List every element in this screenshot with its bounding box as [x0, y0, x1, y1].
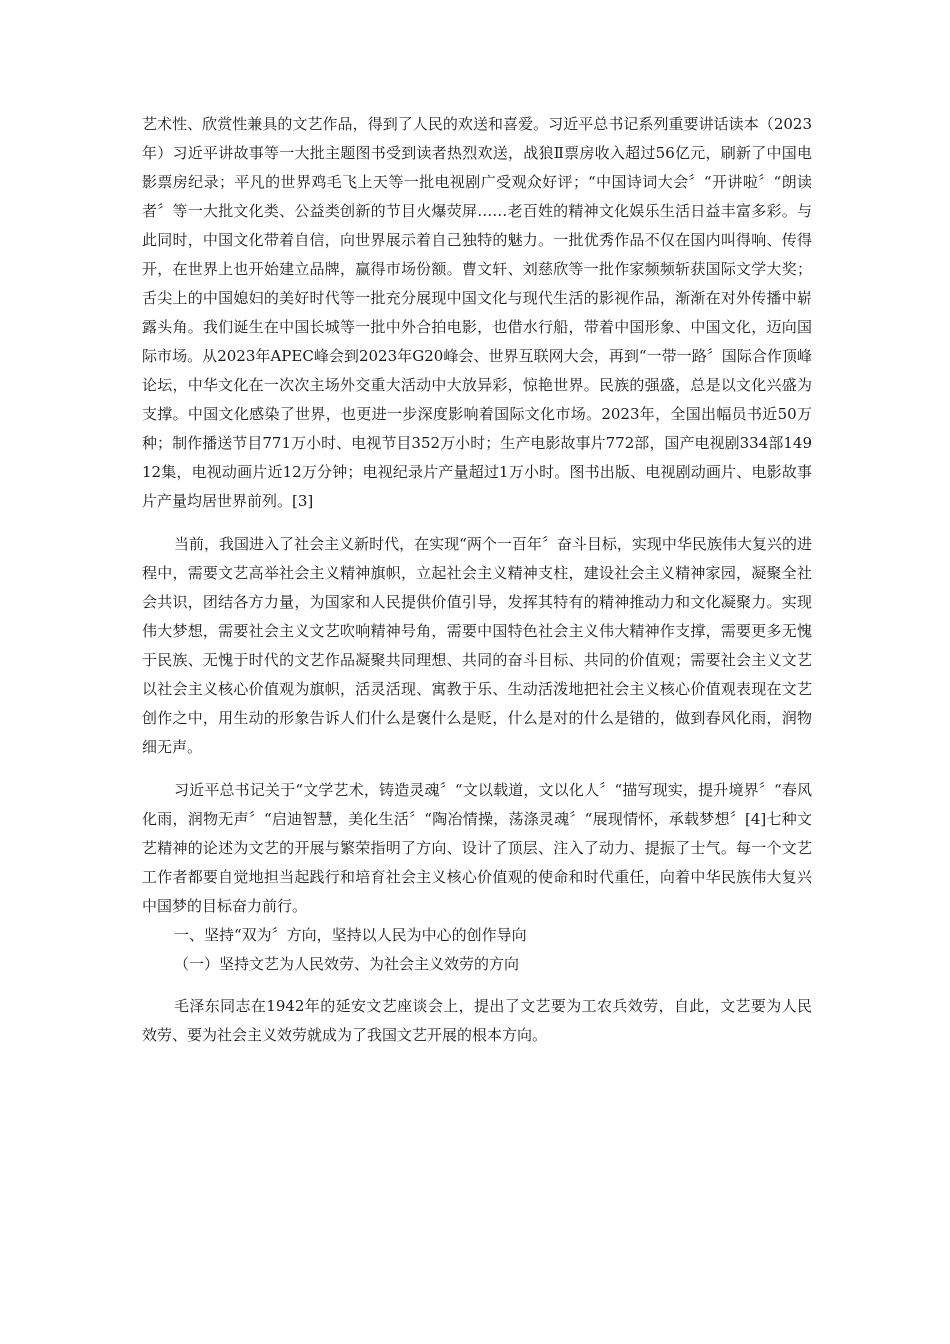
paragraph-4: 毛泽东同志在1942年的延安文艺座谈会上，提出了文艺要为工农兵效劳，自此，文艺要为人民效劳、要为社会主义效劳就成为了我国文艺开展的根本方向。	[142, 997, 812, 1044]
subsection-heading-1: （一）坚持文艺为人民效劳、为社会主义效劳的方向	[174, 955, 520, 973]
paragraph-3: 习近平总书记关于“文学艺术，铸造灵魂〞“文以载道，文以化人〞“描写现实，提升境界〞“春风化雨，润物无声〞“启迪智慧，美化生活〞“陶冶情操，荡涤灵魂〞“展现情怀，承载梦想〞[4]七种文艺精神的论述为文艺的开展与繁荣指明了方向、设计了顶层、注入了动力、提振了士气。每一个文艺工作者都要自觉地担当起践行和培育社会主义核心价值观的使命和时代重任，向着中华民族伟大复兴中国梦的目标奋力前行。	[142, 781, 812, 915]
section-heading-1: 一、坚持“双为〞方向，坚持以人民为中心的创作导向	[174, 926, 527, 944]
document-page	[142, 110, 812, 1050]
paragraph-1: 艺术性、欣赏性兼具的文艺作品，得到了人民的欢送和喜爱。习近平总书记系列重要讲话读本（2023年）习近平讲故事等一大批主题图书受到读者热烈欢送，战狼Ⅱ票房收入超过56亿元，刷新了中国电影票房纪录；平凡的世界鸡毛飞上天等一批电视剧广受观众好评；“中国诗词大会〞“开讲啦〞“朗读者〞等一大批文化类、公益类创新的节目火爆荧屏……老百姓的精神文化娱乐生活日益丰富多彩。与此同时，中国文化带着自信，向世界展示着自己独特的魅力。一批优秀作品不仅在国内叫得响、传得开，在世界上也开始建立品牌，赢得市场份额。曹文轩、刘慈欣等一批作家频频斩获国际文学大奖；舌尖上的中国媳妇的美好时代等一批充分展现中国文化与现代生活的影视作品，渐渐在对外传播中崭露头角。我们诞生在中国长城等一批中外合拍电影，也借水行船，带着中国形象、中国文化，迈向国际市场。从2023年APEC峰会到2023年G20峰会、世界互联网大会，再到“一带一路〞国际合作顶峰论坛，中华文化在一次次主场外交重大活动中大放异彩，惊艳世界。民族的强盛，总是以文化兴盛为支撑。中国文化感染了世界，也更进一步深度影响着国际文化市场。2023年，全国出幅员书近50万种；制作播送节目771万小时、电视节目352万小时；生产电影故事片772部，国产电视剧334部14912集，电视动画片近12万分钟；电视纪录片产量超过1万小时。图书出版、电视剧动画片、电影故事片产量均居世界前列。[3]	[142, 115, 812, 510]
paragraph-2: 当前，我国进入了社会主义新时代，在实现“两个一百年〞奋斗目标，实现中华民族伟大复兴的进程中，需要文艺高举社会主义精神旗帜，立起社会主义精神支柱，建设社会主义精神家园，凝聚全社会共识，团结各方力量，为国家和人民提供价值引导，发挥其特有的精神推动力和文化凝聚力。实现伟大梦想，需要社会主义文艺吹响精神号角，需要中国特色社会主义伟大精神作支撑，需要更多无愧于民族、无愧于时代的文艺作品凝聚共同理想、共同的奋斗目标、共同的价值观；需要社会主义文艺以社会主义核心价值观为旗帜，活灵活现、寓教于乐、生动活泼地把社会主义核心价值观表现在文艺创作之中，用生动的形象告诉人们什么是褒什么是贬，什么是对的什么是错的，做到春风化雨，润物细无声。	[142, 535, 812, 756]
